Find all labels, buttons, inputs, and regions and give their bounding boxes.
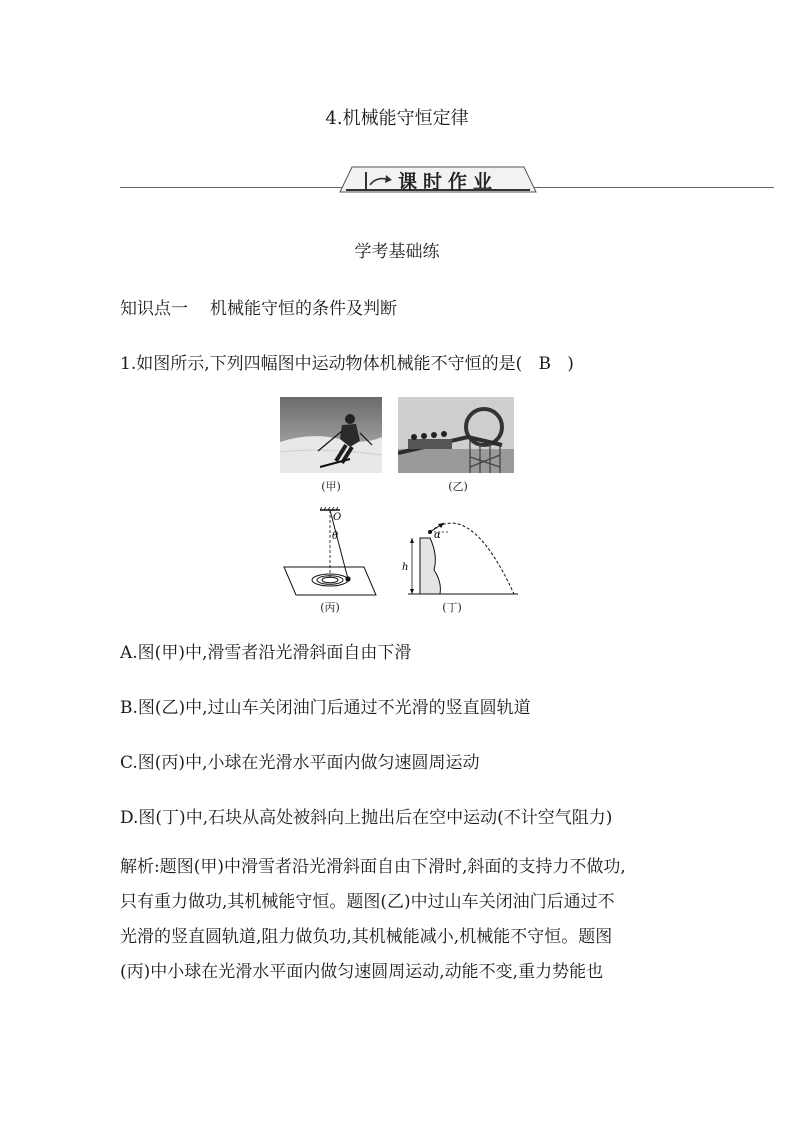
roller-coaster-photo: [398, 397, 514, 473]
figure-caption-bing: (丙): [320, 601, 340, 614]
option-b: B.图(乙)中,过山车关闭油门后通过不光滑的竖直圆轨道: [120, 698, 531, 718]
knowledge-point-number: 知识点一: [120, 299, 188, 319]
question-stem: [120, 349, 574, 374]
label-h: h: [402, 562, 409, 573]
banner-right-rule: [528, 187, 774, 188]
option-d: D.图(丁)中,石块从高处被斜向上抛出后在空中运动(不计空气阻力): [120, 808, 613, 828]
figure-caption-jia: (甲): [321, 480, 341, 493]
knowledge-point-heading: [120, 294, 397, 319]
figure-caption-ding: (丁): [442, 601, 462, 614]
question-text: 1.如图所示,下列四幅图中运动物体机械能不守恒的是(: [120, 354, 523, 374]
answer-choice: B: [538, 354, 551, 374]
section-banner: [120, 166, 774, 194]
banner-label: 课时作业: [398, 171, 499, 193]
page-title: 4.机械能守恒定律: [325, 108, 469, 129]
banner-left-rule: [120, 187, 350, 188]
analysis-line: (丙)中小球在光滑水平面内做匀速圆周运动,动能不变,重力势能也: [120, 962, 604, 982]
option-c: C.图(丙)中,小球在光滑水平面内做匀速圆周运动: [120, 753, 480, 773]
analysis-line: 只有重力做功,其机械能守恒。题图(乙)中过山车关闭油门后通过不: [120, 892, 615, 912]
label-theta: θ: [332, 531, 339, 542]
knowledge-point-text: 机械能守恒的条件及判断: [210, 299, 397, 319]
analysis-line: 光滑的竖直圆轨道,阻力做负功,其机械能减小,机械能不守恒。题图: [120, 927, 613, 947]
skier-photo: [280, 397, 382, 473]
section-title: 学考基础练: [354, 242, 440, 262]
label-O: O: [333, 512, 342, 523]
conical-pendulum-diagram: [280, 507, 380, 597]
question-close: ): [567, 354, 574, 374]
option-a: A.图(甲)中,滑雪者沿光滑斜面自由下滑: [120, 643, 412, 663]
label-alpha: α: [434, 530, 441, 541]
analysis-line: 解析:题图(甲)中滑雪者沿光滑斜面自由下滑时,斜面的支持力不做功,: [120, 857, 626, 877]
arrow-icon: [364, 169, 394, 191]
projectile-cliff-diagram: [400, 510, 520, 596]
analysis-block: [120, 850, 680, 990]
figure-caption-yi: (乙): [448, 480, 468, 493]
